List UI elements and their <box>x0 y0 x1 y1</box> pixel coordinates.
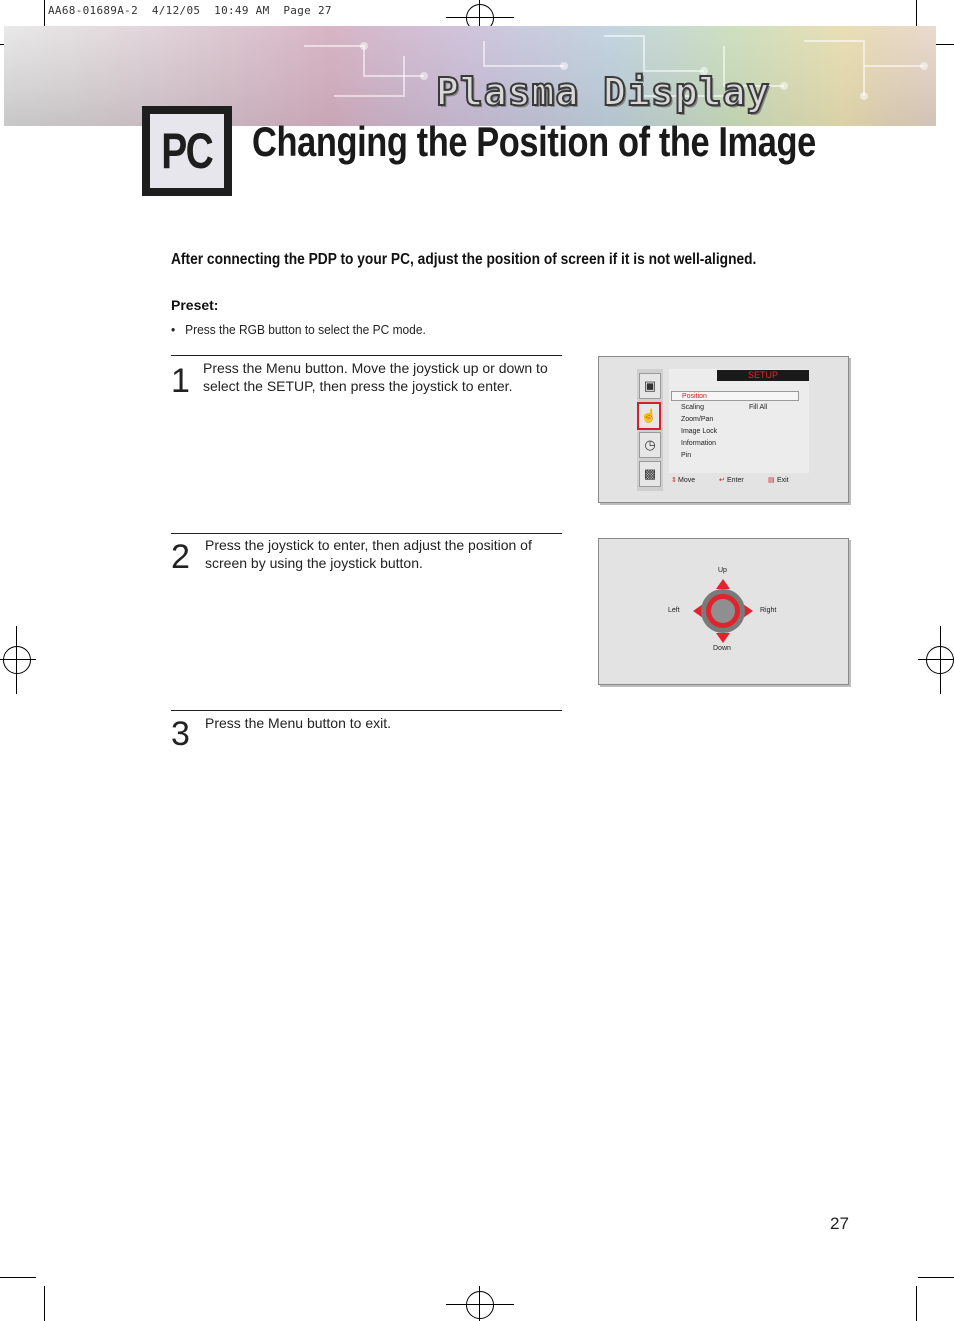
joystick-diagram-screenshot <box>598 538 849 685</box>
osd-menu-value-scaling: Fill All <box>749 404 768 411</box>
step-number: 2 <box>171 538 190 576</box>
osd-footer <box>669 473 809 489</box>
joystick-label-right: Right <box>760 607 777 614</box>
registration-mark-line <box>446 1304 514 1305</box>
section-badge <box>142 106 232 196</box>
page-title: Changing the Position of the Image <box>252 118 816 165</box>
registration-mark-line <box>0 659 36 660</box>
setup-menu-screenshot <box>598 356 849 503</box>
osd-menu-title: SETUP <box>717 370 809 381</box>
osd-menu-item-image-lock: Image Lock <box>681 428 718 435</box>
preset-item: • Press the RGB button to select the PC mode. <box>171 322 426 337</box>
osd-sidebar <box>637 369 663 491</box>
step-text: Press the Menu button. Move the joystick up or down to select the SETUP, then press the joystick to enter. <box>203 360 548 394</box>
joystick-icon <box>693 579 753 643</box>
crop-mark <box>0 1277 36 1278</box>
banner-title: Plasma Display <box>436 70 771 114</box>
registration-mark <box>3 646 31 674</box>
joystick-label-left: Left <box>668 607 680 614</box>
registration-mark-line <box>479 1286 480 1321</box>
preset-label: Preset: <box>171 297 219 313</box>
enter-icon: ↵ <box>719 477 725 484</box>
osd-menu-panel <box>669 369 809 489</box>
step-divider <box>171 355 562 356</box>
move-icon: ⇕ <box>671 477 677 484</box>
step-divider <box>171 533 562 534</box>
osd-menu-item-pin: Pin <box>681 452 692 459</box>
joystick-label-up: Up <box>718 567 727 574</box>
osd-menu-item-information: Information <box>681 440 717 447</box>
registration-mark-line <box>446 17 514 18</box>
step-text: Press the joystick to enter, then adjust the position of screen by using the joystick button. <box>205 537 532 571</box>
crop-mark <box>916 1286 917 1321</box>
crop-mark <box>44 1286 45 1321</box>
joystick-label-down: Down <box>713 645 731 652</box>
clock-icon: ◷ <box>639 432 661 458</box>
step-number: 1 <box>171 362 190 400</box>
step-divider <box>171 710 562 711</box>
pip-icon: ▩ <box>639 461 661 487</box>
picture-icon: ▣ <box>639 373 661 399</box>
exit-icon: ▤ <box>768 477 775 484</box>
osd-menu-item-zoom-pan: Zoom/Pan <box>681 416 714 423</box>
registration-mark-line <box>918 659 954 660</box>
step-number: 3 <box>171 715 190 753</box>
page-number: 27 <box>830 1214 849 1233</box>
print-slug: AA68-01689A-2 4/12/05 10:49 AM Page 27 <box>48 4 332 17</box>
osd-menu-item-scaling: Scaling <box>681 404 704 411</box>
section-badge-label: PC <box>161 123 213 179</box>
osd-footer-move: Move <box>678 477 696 484</box>
setup-hand-icon: ☝ <box>637 402 661 430</box>
osd-footer-exit: Exit <box>777 477 789 484</box>
registration-mark <box>466 1291 494 1319</box>
intro-text: After connecting the PDP to your PC, adjust the position of screen if it is not well-aligned. <box>171 251 757 268</box>
step-text: Press the Menu button to exit. <box>205 715 391 731</box>
osd-footer-enter: Enter <box>727 477 744 484</box>
registration-mark-line <box>16 626 17 694</box>
crop-mark <box>918 1277 954 1278</box>
registration-mark-line <box>940 626 941 694</box>
osd-menu-item-position: Position <box>671 391 799 401</box>
